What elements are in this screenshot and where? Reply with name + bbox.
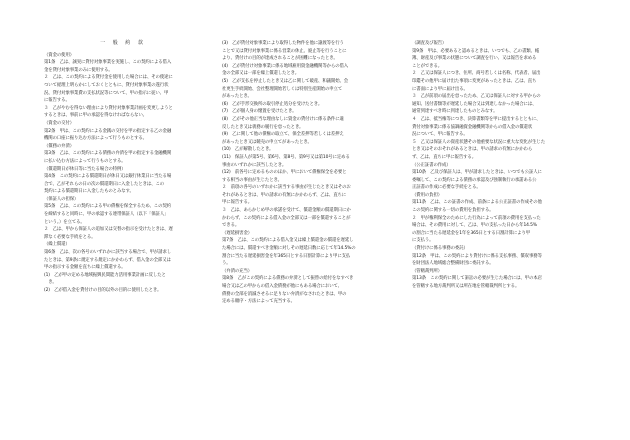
text-line: ４ 乙は、抵当権等につき、決算書類等を甲に提出するとともに、 [412, 116, 541, 122]
text-line: 第3条 乙は、この契約による債務の弁済を甲の指定する金融機関 [44, 151, 172, 157]
text-line: があったとき又は競売の申立てがあったとき。 [222, 139, 312, 145]
text-line: ３ 乙がやむを得ない理由により貸付対象事業計画を変更しようと [44, 105, 173, 111]
text-line: ことができる。 [412, 63, 443, 69]
text-line: う。 [222, 261, 231, 267]
text-line: 定める順序・方法によって充当する。 [222, 299, 295, 305]
text-line: 簿、財産及び事業の状態について調査を行い、又は報告を求める [412, 56, 537, 62]
text-line: 場合又は乙の甲からの借入金債務が他にもある場合において、 [222, 284, 343, 289]
text-line: 滞なく必要な手続をとる。 [44, 234, 96, 240]
document-title: 一 般 約 款 [100, 40, 146, 46]
column-middle [222, 40, 394, 306]
text-line: に払い込む方法によって行うものとする。 [44, 158, 126, 164]
text-line: に書面により甲に届け出る。 [412, 86, 468, 92]
text-line: （資金の使用） [44, 52, 75, 58]
text-line: する相当の事由が生じたとき。 [222, 177, 282, 183]
text-line: 第10条 乙及び保証人は、甲が請求したときは、いつでも公証人に [412, 170, 542, 176]
text-line: 金を貸付対象事業のみに使用する。 [44, 67, 113, 73]
text-line: (4) 乙が貸付け対象事業に係る地域雇用資金融機関等からの借入 [222, 63, 349, 69]
text-line: （償務の弁済） [44, 143, 75, 149]
text-line: （公正証書の作成） [412, 162, 451, 168]
text-line: を管轄する地方裁判所又は所在地を管轄裁判所とする。 [412, 284, 520, 289]
text-line: (11) 保証人が第5号、第6号、第8号、第9号又は第10号に定める [222, 154, 350, 160]
text-line: 事由のいずれかに該当したとき。 [222, 162, 287, 168]
text-line: 印鑑その他甲に届け出た事項に変更があったときは、乙は、直ち [412, 78, 537, 84]
text-line: という。）を立てる。 [44, 219, 85, 225]
text-line: 機関の口座に振り込む方法によって行うものとする。 [44, 136, 147, 142]
text-line: き。 [44, 280, 57, 286]
text-line: 第4条 この契約による償還期日が休日又は銀行休業日に当たる場 [44, 174, 172, 180]
text-line: 第5条 乙は、この契約による甲の債権を保全するため、この契約 [44, 204, 171, 210]
column-right [412, 40, 577, 291]
text-line: ２ 乙は、この契約による貸付金を使用した場合には、その使途に [44, 75, 173, 81]
text-line: ５ 乙又は保証人の資産状態その他重要な状況に重大な変化が生じた [412, 139, 546, 145]
text-line: の割合に当たる遅延金を1年を365日とする日割計算により甲 [412, 230, 531, 236]
text-line: 通常到達すべき時に到達したものとみなす。 [412, 109, 498, 115]
text-line: た場合には、償還すべき金額に対しその遅延日数に応じて年14.5%の [222, 246, 356, 252]
text-line: ２ 前項の各号のいずれかに該当する事由が生じたとき又はそのお [222, 185, 351, 191]
text-line: できる。 [222, 223, 240, 229]
text-line: 委嘱して、この契約による債務の承認及び強制執行の承諾ある公 [412, 177, 537, 183]
text-line: があったとき。 [222, 94, 252, 100]
text-line: 第7条 乙は、この契約による借入金又は繰上償還金の償還を遅延し [222, 238, 354, 244]
text-line: 第1条 乙は、誠実に貸付対象事業を実施し、この契約による借入 [44, 60, 172, 66]
text-line: ３ 乙は、あらかじめ甲の承諾を受けて、償還金額の償還期日にか [222, 208, 351, 214]
column-text [222, 40, 394, 306]
text-line: （遅延損害金） [222, 230, 253, 236]
text-line: を締結すると同時に、甲の承認する連帯保証人（以下「保証人」 [44, 212, 169, 218]
text-line: 甲に報告する。 [222, 200, 253, 206]
text-line: に支払う。 [412, 238, 434, 244]
text-line: 反したとき又は義務の履行を怠ったとき。 [222, 124, 304, 130]
text-line: ２ 乙又は保証人につき、住所、商号若しくは名称、代表者、届出 [412, 71, 541, 77]
text-line: 第8条 乙がこの契約による債務の弁済として振替の給付をなすべき [222, 276, 354, 282]
text-line: たときは、第9条に規定する規定にかかわらず、借入金の全部又は [44, 257, 171, 263]
text-line: ３ 乙が前項の届出を怠ったため、乙又は保証人に対する甲からの [412, 94, 541, 100]
text-line: (1) 乙が甲の定める地域振興民間能力活用事業計画に反したと [44, 272, 166, 278]
text-line: 金の全部又は一部を繰上償還したとき。 [222, 71, 300, 77]
text-line: 正証書の作成に必要な手続をとる。 [412, 185, 481, 191]
text-line: 甲の指示する金額を直ちに繰上償還する。 [44, 265, 126, 271]
column-text [44, 52, 202, 295]
text-line: この契約に関する一切の費用を負担する。 [412, 208, 494, 214]
text-line: 第9条 甲は、必要あると認めるときは、いつでも、乙の書類、帳 [412, 48, 540, 54]
text-line: 社更生手続開始、会社整理開始若しくは特別生産開始の申立て [222, 86, 343, 92]
text-line: （費用の負担） [412, 192, 443, 198]
text-line: 割合に当たる遅延損害金を年365日とする日割計算により甲に支払 [222, 253, 351, 259]
text-line: 合で、乙がそれらの日の次の償還期日に入金したときは、この [44, 181, 165, 187]
text-line: (2) 乙が借入金を貸付けの目的以外の目的に使用したとき。 [44, 288, 162, 293]
text-line: （貸付けに係る事務の委託） [412, 246, 468, 252]
text-line: それがあるときは、甲の請求の有無にかかわらず、乙は、直ちに [222, 192, 347, 198]
text-line: （調査及び報告） [412, 41, 447, 46]
text-line: ず、乙は、直ちに甲に報告する。 [412, 154, 477, 160]
text-line: 債務の全部を消滅させるに足りない弁済がなされたときは、甲の [222, 291, 347, 297]
text-line: ２ 乙は、甲から保証人の追加又は交替の指示を受けたときは、遅 [44, 227, 173, 233]
text-line: ２ 甲が権利保全のためにした行為によって前項の費用を支払った [412, 215, 541, 221]
text-line: （償還期日が休日等に当たる場合の特例） [44, 166, 126, 172]
text-line: (9) 乙に関して他の債権の取立て、保全差押等若しくは差押え [222, 132, 344, 138]
text-line: 場合は、その費用に対して、乙は、甲の支払った日から年14.5% [412, 223, 537, 229]
text-line: を財団法人地域総合整備財団に委託する。 [412, 261, 494, 267]
text-line: 第11条 乙は、この証書の作成、前条による公正証書の作成その他 [412, 200, 542, 206]
text-line: 第2条 甲は、この契約による金銭の交付を甲の指定する乙の金融 [44, 128, 172, 134]
text-line: するときは、事前に甲の承認を得なければならない。 [44, 113, 147, 119]
text-line: 契約による償還期日に入金したものとみなす。 [44, 189, 134, 195]
text-line: ついて経理上明らかにしておくとともに、貸付対象事業の遂行状 [44, 82, 169, 88]
text-line: (3) 乙が貸付対象事業により取得した物件を他に譲渡等を行う [222, 41, 344, 46]
text-line: (8) 乙がその他正当な理由なしに資金の貸付けに係る条件に違 [222, 116, 344, 122]
text-line: に報告する。 [44, 98, 70, 104]
text-line: 第6条 乙は、次の各号のいずれかに該当する場合で、甲が請求し [44, 250, 172, 256]
text-line: 第13条 この契約に関して訴訟の必要が生じた場合には、甲の本店 [412, 276, 542, 282]
text-line: (12) 前各号に定めるもののほか、甲において債権保全を必要と [222, 170, 347, 176]
text-line: (6) 乙が手形交換所の取引停止処分を受けたとき。 [222, 101, 323, 107]
text-line: （保証人の担保） [44, 196, 79, 202]
text-line: 況について、甲に報告する。 [412, 132, 468, 138]
text-line: （繰上償還） [44, 242, 70, 248]
column-left [44, 40, 202, 295]
text-line: (5) 乙が支払を停止したとき又は乙に関して破産、和議開始、会 [222, 78, 349, 84]
text-line: （弁済の充当） [222, 268, 253, 274]
text-line: 通知、送付書類等が遅延した場合又は到達しなかった場合には、 [412, 101, 537, 107]
text-line: かわらず、この契約による借入金の全部又は一部を償還することが [222, 215, 351, 221]
text-line: とき又はそのおそれがあるときは、甲の請求の有無にかかわら [412, 147, 533, 153]
text-line: （資金の交付） [44, 120, 75, 126]
text-line: (10) 乙が解散したとき。 [222, 147, 274, 153]
text-line: ことで又は貸付対象事業に係る営業の休止、廃止等を行うことに [222, 48, 347, 54]
text-line: （管轄裁判所） [412, 268, 443, 274]
text-line: 況、貸付対象事業費の支払状況等について、甲の指示に従い、甲 [44, 90, 169, 96]
text-line: 第12条 甲は、この契約により貸付けに係る支払事務、償収事務等 [412, 253, 542, 259]
text-line: (7) 乙が個人身の懐置を受けたとき。 [222, 109, 297, 115]
text-line: 貸付対象事業に係る協調融資金融機関等からの借入金の償還状 [412, 124, 533, 130]
text-line: より、貸付けの目的が達成されることが困難になったとき。 [222, 56, 338, 62]
column-text [412, 40, 577, 291]
